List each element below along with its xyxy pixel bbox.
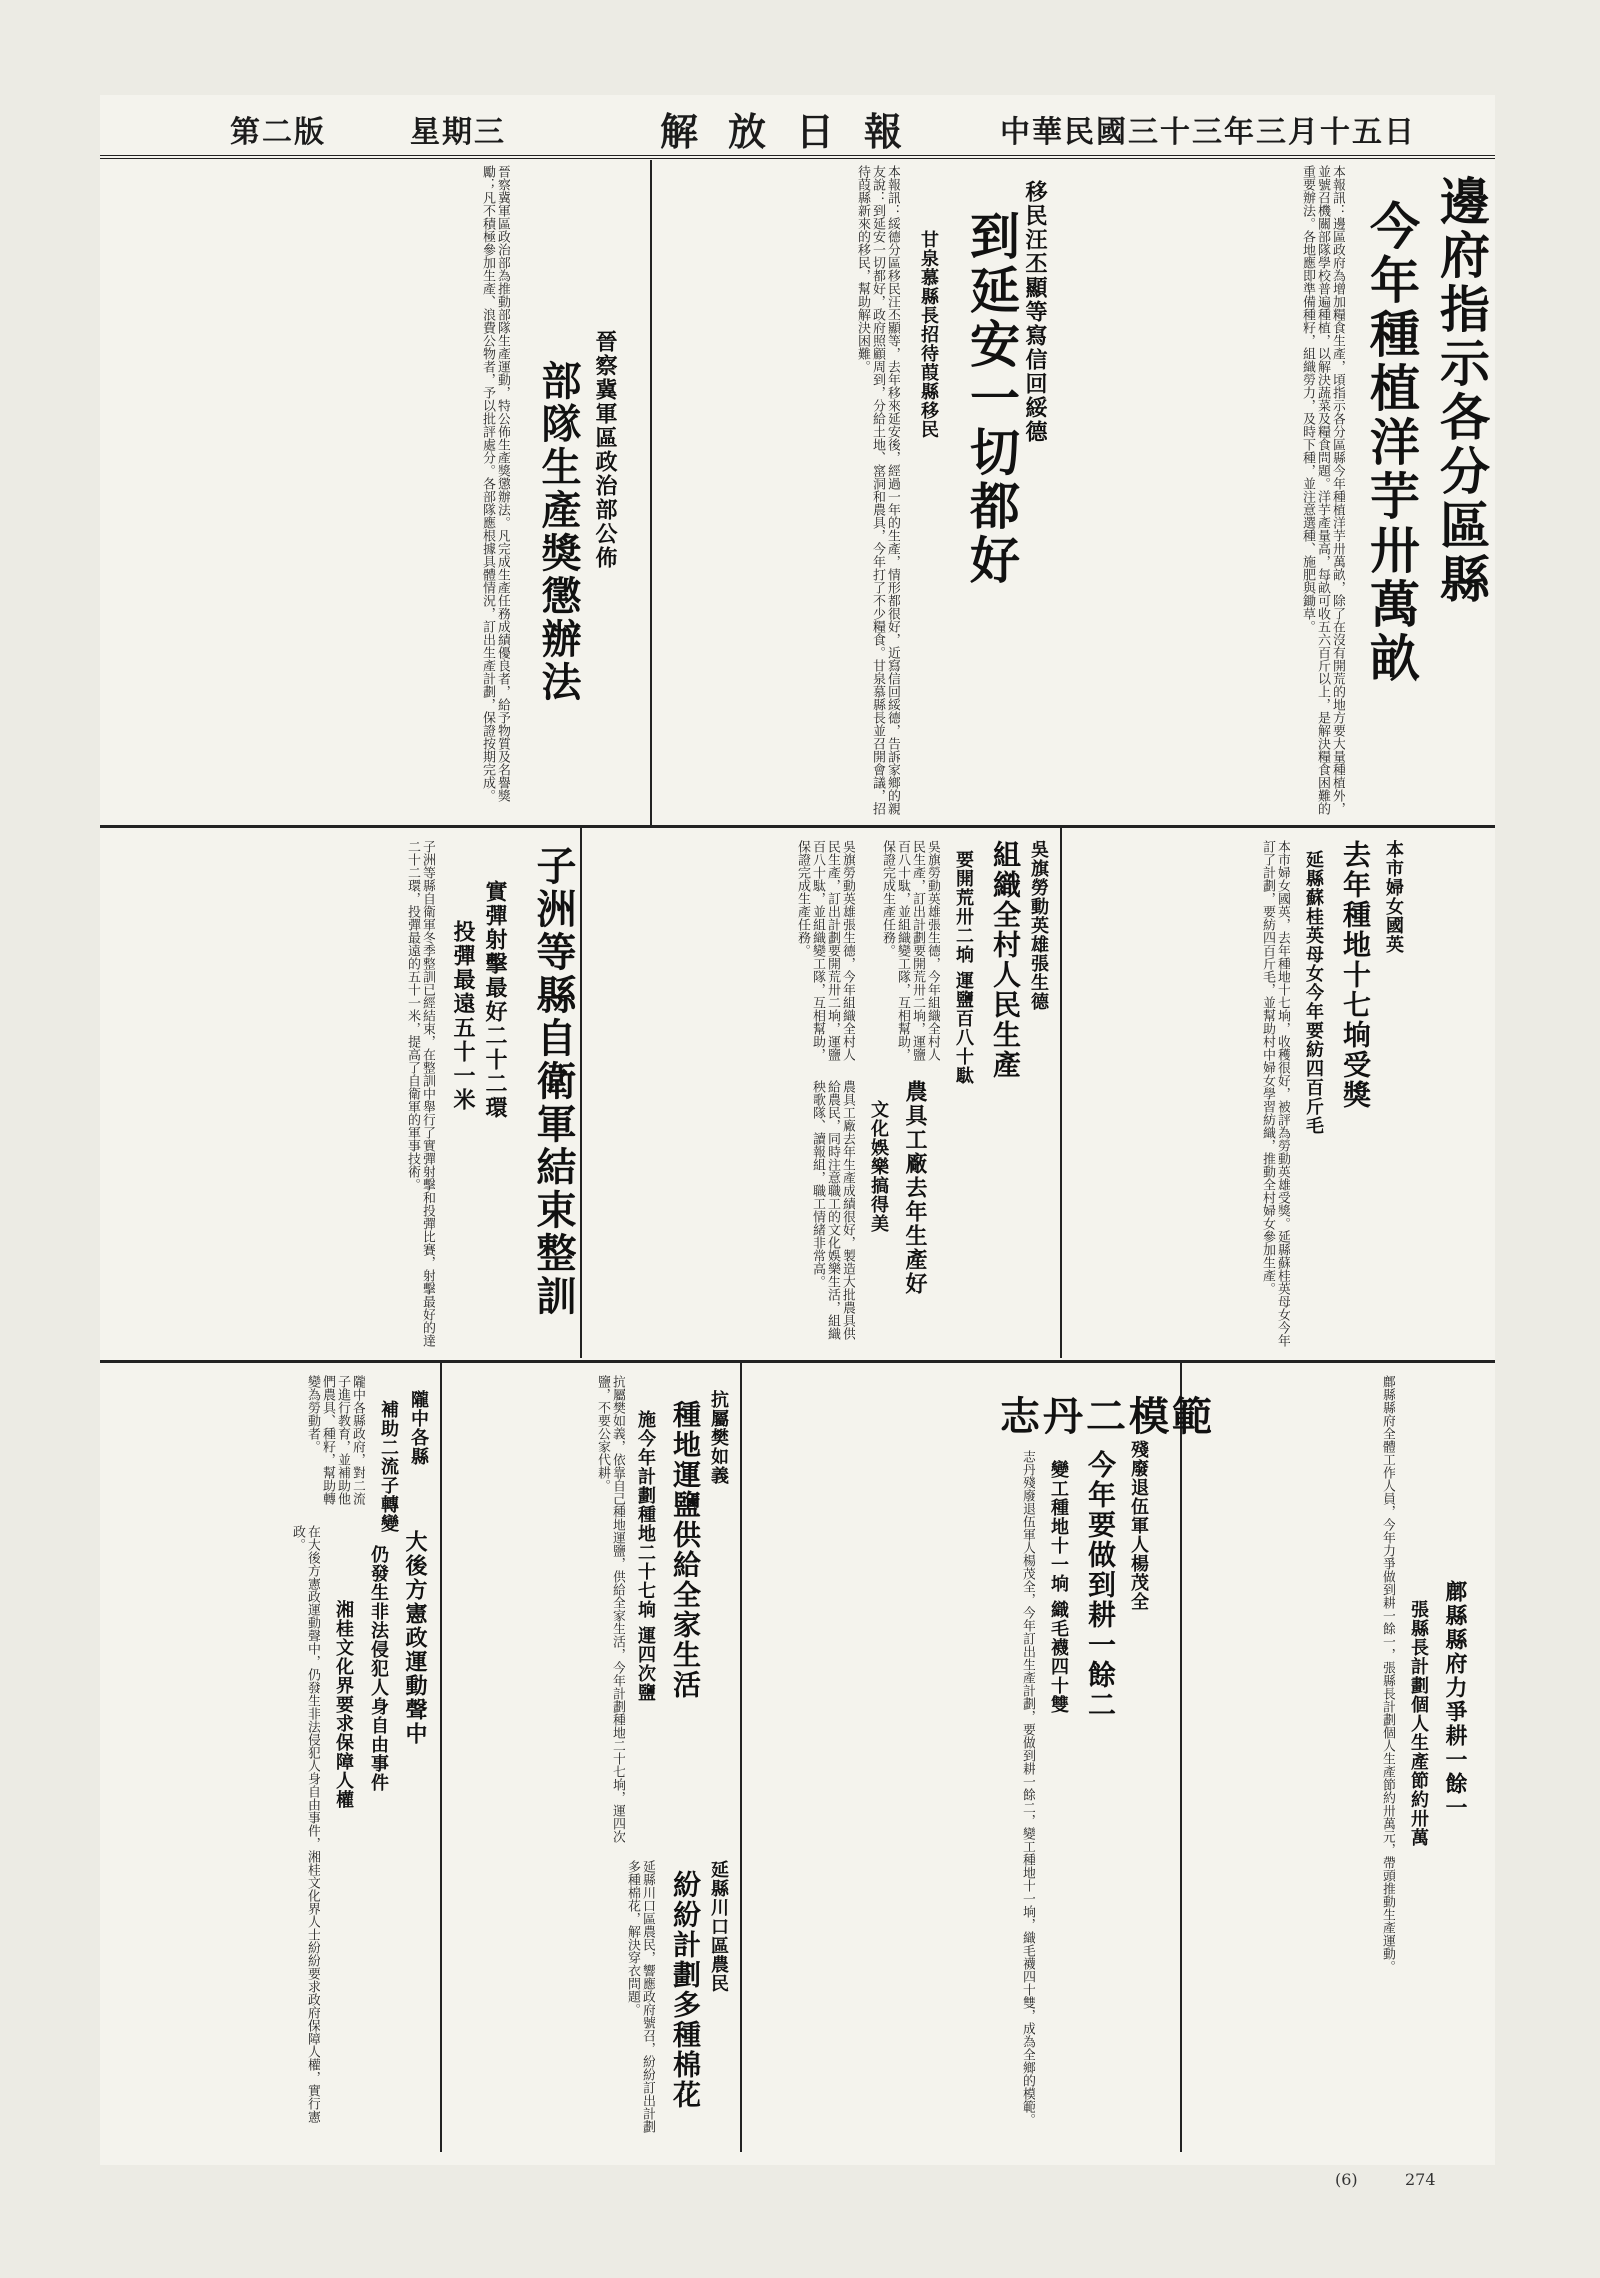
article-body: 吳旗勞動英雄張生德，今年組織全村人民生產，訂出計劃要開荒卅二垧，運鹽百八十駄，並組織變工隊，互相幫助，保證完成生產任務。 [795, 840, 855, 1061]
article-body: 晉察冀軍區政治部為推動部隊生產運動，特公佈生產獎懲辦法。凡完成生產任務成績優良者，給予物質及名譽獎勵；凡不積極參加生產、浪費公物者，予以批評處分。各部隊應根據具體情況，訂出生產計劃，保證按期完成。 [480, 165, 510, 802]
headline: 子洲等縣自衛軍結束整訓 [530, 845, 577, 1318]
headline: 鄜縣縣府力爭耕一餘一 [1442, 1580, 1468, 1820]
masthead-edition: 第二版 [230, 115, 326, 150]
headline: 隴中各縣 [408, 1390, 429, 1466]
subhead: 變工種地十一垧 織毛襪四十雙 [1048, 1460, 1069, 1715]
masthead [100, 95, 1495, 159]
headline: 邊府指示各分區縣 [1432, 175, 1491, 607]
column-rule [1180, 1362, 1182, 2152]
serial-number: 274 [1405, 2170, 1436, 2189]
column-rule [740, 1362, 742, 2152]
article-body: 本市婦女國英，去年種地十七垧，收穫很好，被評為勞動英雄受獎。延縣蘇桂英母女今年訂了計劃，要紡四百斤毛，並幫助村中婦女學習紡織，推動全村婦女參加生產。 [1260, 840, 1290, 1347]
masthead-weekday: 星期三 [410, 115, 506, 150]
subhead: 紛紛計劃多種棉花 [669, 1870, 702, 2110]
article-body: 隴中各縣政府，對二流子進行教育，並補助他們農具、種籽，幫助轉變為勞動者。 [305, 1375, 365, 1505]
subhead: 今年要做到耕一餘二 [1084, 1450, 1117, 1720]
subhead: 張縣長計劃個人生產節約卅萬 [1408, 1600, 1429, 1847]
subhead: 湘桂文化界要求保障人權 [333, 1600, 354, 1809]
masthead-date: 中華民國三十三年三月十五日 [1000, 115, 1416, 150]
masthead-logo: 解放日報 [660, 109, 933, 154]
article-body: 志丹殘廢退伍軍人楊茂全，今年訂出生產計劃，要做到耕一餘二，變工種地十一垧，織毛襪四十雙，成為全鄉的模範。 [1020, 1450, 1035, 2126]
article-body: 子洲等縣自衛軍冬季整訓已經結束，在整訓中舉行了實彈射擊和投彈比賽，射擊最好的達二十二環，投彈最遠的五十一米，提高了自衛軍的軍事技術。 [405, 840, 435, 1347]
page-number: (6) [1335, 2170, 1358, 2189]
subhead: 組織全村人民生產 [989, 840, 1022, 1080]
article-body: 在大後方憲政運動聲中，仍發生非法侵犯人身自由事件，湘桂文化界人士紛紛要求政府保障人權，實行憲政。 [290, 1525, 320, 2123]
article-body: 本報訊：綏德分區移民汪丕顯等，去年移來延安後，經過一年的生產，情形都很好，近寫信回綏德，告訴家鄉的親友說：到延安一切都好，政府照顧周到，分給土地、窰洞和農具，今年打了不少糧食。甘泉慕縣長並召開會議，招待葭縣新來的移民，幫助解決困難。 [855, 165, 900, 815]
subhead: 今年種植洋芋卅萬畝 [1362, 200, 1421, 686]
headline: 延縣川口區農民 [708, 1860, 729, 1993]
subhead: 本市婦女國英 [1383, 840, 1404, 954]
headline: 去年種地十七垧受獎 [1339, 840, 1372, 1110]
headline: 抗屬樊如義 [708, 1390, 729, 1485]
headline: 到延安一切都好 [962, 210, 1021, 588]
article-body: 吳旗勞動英雄張生德，今年組織全村人民生產，訂出計劃要開荒卅二垧，運鹽百八十駄，並組織變工隊，互相幫助，保證完成生產任務。 [880, 840, 940, 1061]
subhead: 補助二流子轉變 [378, 1400, 399, 1533]
subhead: 甘泉慕縣長招待葭縣移民 [918, 230, 939, 439]
article-body: 延縣川口區農民，響應政府號召，紛紛訂出計劃多種棉花，解決穿衣問題。 [625, 1860, 655, 2133]
subhead: 要開荒卅二垧 運鹽百八十駄 [953, 850, 974, 1086]
headline: 志丹二模範 [1000, 1393, 1215, 1440]
subhead: 移民汪丕顯等寫信回綏德 [1022, 180, 1048, 444]
subhead: 部隊生產獎懲辦法 [535, 360, 582, 704]
column-rule [650, 160, 652, 825]
article-body: 農具工廠去年生產成績很好，製造大批農具供給農民，同時注意職工的文化娛樂生活，組織秧歌隊、讀報組，職工情緒非常高。 [810, 1080, 855, 1340]
headline: 吳旗勞動英雄張生德 [1028, 840, 1049, 1011]
headline: 晉察冀軍區政治部公佈 [592, 330, 618, 570]
subhead: 投彈最遠五十一米 [450, 920, 476, 1112]
section-rule [100, 1360, 1495, 1363]
subhead: 種地運鹽供給全家生活 [669, 1400, 702, 1700]
section-rule [100, 825, 1495, 828]
subhead: 延縣蘇桂英母女今年要紡四百斤毛 [1303, 850, 1324, 1135]
article-body: 鄜縣縣府全體工作人員，今年力爭做到耕一餘一，張縣長計劃個人生產節約卅萬元，帶頭推動生產運動。 [1380, 1375, 1395, 1973]
headline: 大後方憲政運動聲中 [402, 1530, 428, 1746]
subhead: 文化娛樂搞得美 [868, 1100, 889, 1233]
column-rule [440, 1362, 442, 2152]
subhead: 實彈射擊最好二十二環 [482, 880, 508, 1120]
subhead: 仍發生非法侵犯人身自由事件 [368, 1545, 389, 1792]
subhead: 殘廢退伍軍人楊茂全 [1128, 1440, 1149, 1611]
headline: 農具工廠去年生產好 [902, 1080, 928, 1296]
article-body: 本報訊：邊區政府為增加糧食生產，頃指示各分區縣今年種植洋芋卅萬畝，除了在沒有開荒的地方要大量種植外，並號召機關部隊學校普遍種植，以解決蔬菜及糧食問題。洋芋產量高，每畝可收五六百斤以上，是解決糧食困難的重要辦法。各地應即準備種籽，組織勞力，及時下種，並注意選種、施肥與鋤草。 [1300, 165, 1345, 815]
article-body: 抗屬樊如義，依靠自己種地運鹽，供給全家生活，今年計劃種地二十七垧，運四次鹽，不要公家代耕。 [595, 1375, 625, 1843]
column-rule [1060, 828, 1062, 1358]
subhead: 施今年計劃種地二十七垧 運四次鹽 [635, 1410, 656, 1703]
